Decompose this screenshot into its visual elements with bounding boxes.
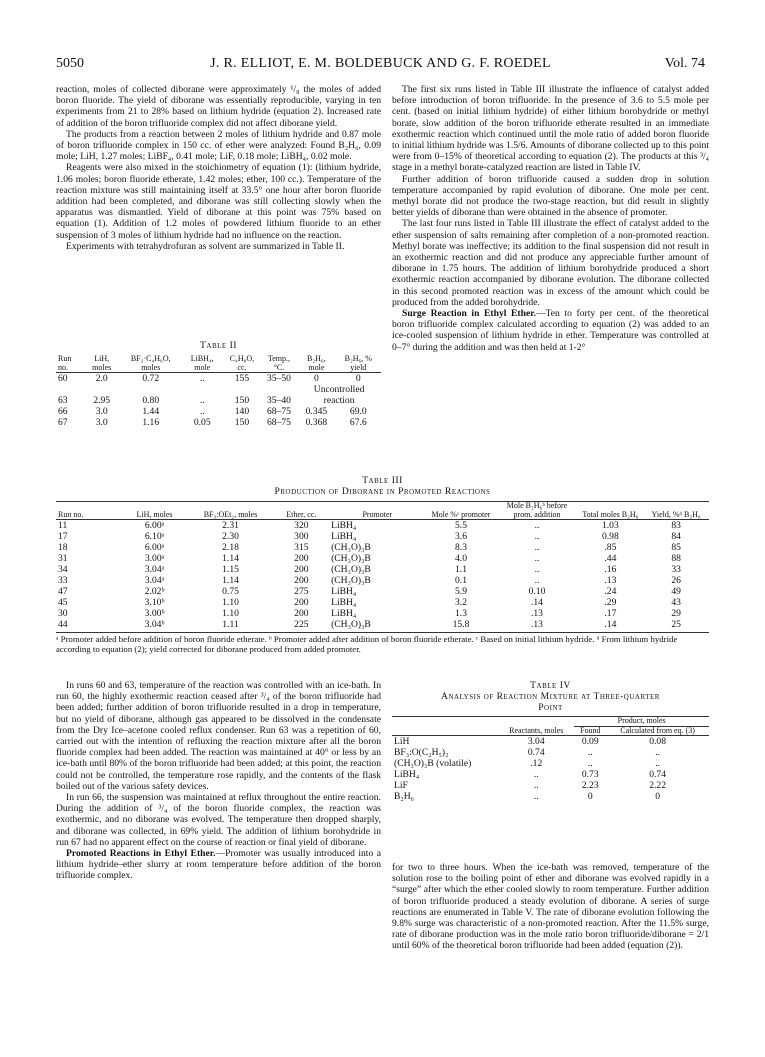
table-cell: ..	[534, 564, 540, 576]
table-cell: ..	[655, 747, 660, 759]
column-header: Promoter	[362, 509, 393, 519]
column-header: Run no.	[58, 509, 84, 519]
table-cell: .14	[530, 597, 543, 609]
table-cell: 5.9	[455, 586, 467, 598]
table-row	[392, 758, 709, 769]
table-cell: 0	[313, 373, 319, 385]
table-cell: .12	[530, 758, 543, 770]
table-cell: ..	[534, 531, 540, 543]
table-cell: 3.04	[527, 736, 545, 748]
table-cell: 0.74	[527, 747, 545, 759]
table-cell: ..	[534, 520, 540, 532]
table-cell: 0.05	[193, 417, 211, 429]
table-cell: ..	[534, 542, 540, 554]
table-cell: 69.0	[349, 406, 367, 418]
column-group-header: Product, moles	[574, 717, 709, 727]
table-cell: 300	[294, 531, 309, 543]
column-header: Temp., °C.	[267, 354, 291, 372]
table-cell: 3.04ᵃ	[144, 564, 165, 576]
volume-label: Vol. 74	[664, 56, 705, 71]
table-cell: 2.02ᵇ	[144, 586, 165, 598]
table-cell: 17	[58, 531, 68, 543]
table-cell: 2.0	[95, 373, 108, 385]
table-row	[392, 780, 709, 791]
paragraph: for two to three hours. When the ice-bath was removed, temperature of the solution rose to the boiling point of ether and diborane was evolved rapidly in a “surge” after which the ether cooled slowly to room temperature. Further addition of boron trifluoride produced a steady evolution of diborane. A series of surge reactions are enumerated in Table V. The rate of diborane evolution following the 9.8% surge was characteristic of a non-promoted reaction. After the 11.5% surge, rate of diborane production was in the mole ratio boron trifluoride/diborane = 2/1 until 60% of the theoretical boron trifluoride had been added (equation (2)).	[392, 862, 709, 952]
table-cell: 0	[355, 373, 361, 385]
table-cell: 8.3	[455, 542, 467, 554]
column-header: Total moles B₂H₆	[582, 509, 639, 519]
table-cell: 6.00ᵃ	[144, 520, 165, 532]
table-cell: 200	[294, 553, 309, 565]
table-cell: 63	[58, 395, 68, 407]
left-column-bottom	[56, 680, 381, 882]
table-iv-grid	[392, 716, 709, 802]
table-cell: (CH₃O)₃B	[331, 542, 371, 554]
column-header: BF₃:OEt₂, moles	[203, 509, 258, 519]
paragraph	[56, 848, 381, 882]
table-cell: 2.95	[93, 395, 111, 407]
right-column-top	[392, 84, 709, 353]
table-cell: 3.0	[95, 417, 108, 429]
table-cell: ..	[655, 758, 660, 770]
table-cell: 6.10ᵃ	[144, 531, 165, 543]
table-cell: .24	[604, 586, 617, 598]
table-cell: .16	[604, 564, 617, 576]
table-cell: 1.14	[222, 575, 239, 587]
paragraph-text: —Ten to forty per cent. of the theoretical boron trifluoride complex calculated according to equation (2) was added to an ice-cooled suspension of lithium hydride in ether. Temperature was controlled at 0–7° during the addition and was then held at 1-2°	[392, 308, 710, 353]
table-cell: 0	[655, 791, 660, 803]
table-cell: LiBH₄	[331, 586, 357, 598]
paragraph: reaction, moles of collected diborane were approximately ¹/₈ the moles of added boron fluoride. The yield of diborane was essentially reproducible, varying in ten experiments from 21 to 28% based on lithium hydride (equation 2). Increased rate of addition of the boron trifluoride complex did not affect diborane yield.	[56, 84, 381, 129]
table-cell: 85	[671, 542, 681, 554]
column-header: Mole %ᶜ promoter	[431, 509, 491, 519]
table-cell: (CH₃O)₃B	[331, 619, 371, 631]
paragraph: The last four runs listed in Table III illustrate the effect of catalyst added to the ether suspension of salts remaining after completion of a non-promoted reaction. Methyl borate was ineffective; its addition to the final suspension did not result in an exothermic reaction and did not produce any appreciable further amount of diborane in 1.75 hours. The addition of lithium borohydride produced a short exothermic reaction accompanied by diborane evolution. The diborane collected in this second promoted reaction was in excess of the amount which could be produced from the added borohydride.	[392, 218, 709, 308]
table-caption: Table III	[362, 475, 403, 486]
column-header: Ether, cc.	[286, 509, 317, 519]
column-header: C₄H₈O, cc.	[229, 354, 255, 372]
table-cell: 0.72	[142, 373, 160, 385]
left-column-top	[56, 84, 381, 252]
table-cell: 3.0	[95, 406, 108, 418]
table-cell: LiF	[394, 780, 408, 792]
table-cell: 33	[58, 575, 68, 587]
table-row	[392, 791, 709, 802]
table-cell: ..	[199, 406, 205, 418]
table-cell: 11	[58, 520, 68, 532]
paragraph: Further addition of boron trifluoride caused a sudden drop in solution temperature accompanied by rapid evolution of diborane. One mole per cent. methyl borate did not produce the two-stage reaction, but did result in slightly better yields of diborane than were obtained in the absence of promoter.	[392, 173, 709, 219]
table-cell: 66	[58, 406, 68, 418]
table-title: Production of Diborane in Promoted Reactions	[274, 486, 491, 497]
table-cell: 34	[58, 564, 68, 576]
table-cell: 0.1	[455, 575, 467, 587]
table-row	[56, 564, 709, 575]
column-header-blank	[498, 717, 574, 727]
table-cell: 68–75	[266, 417, 291, 429]
table-cell: 33	[671, 564, 681, 576]
table-cell: 200	[294, 597, 309, 609]
column-header: Calculated from eq. (3)	[620, 725, 695, 735]
table-row	[56, 520, 709, 532]
table-cell: 200	[294, 564, 309, 576]
table-cell: 200	[294, 575, 309, 587]
table-cell: ..	[199, 373, 205, 385]
paragraph: Reagents were also mixed in the stoichiometry of equation (1): (lithium hydride, 1.06 moles; boron fluoride etherate, 1.42 moles; ether, 100 cc.). Temperature of the reaction mixture was still maintaining itself at 33.5° one hour after boron fluoride addition had been completed, and diborane was still collecting slowly when the apparatus was dismantled. Yield of diborane at this point was 75% based on equation (1). Addition of 1.2 moles of powdered lithium fluoride to an ether suspension of 3 moles of lithium hydride had no influence on the reaction.	[56, 162, 381, 241]
table-cell: 88	[671, 553, 681, 565]
table-cell: 0.98	[601, 531, 619, 543]
table-cell: 3.00ᵇ	[144, 608, 165, 620]
table-cell: 45	[58, 597, 68, 609]
table-cell: 49	[671, 586, 681, 598]
table-cell: LiBH₄	[331, 520, 357, 532]
table-cell: .13	[530, 608, 543, 620]
column-header: LiH, moles	[92, 354, 112, 372]
table-cell: 43	[671, 597, 681, 609]
table-title: Analysis of Reaction Mixture at Three-quarter	[441, 691, 660, 702]
table-row	[56, 406, 381, 417]
table-cell: ..	[533, 780, 539, 792]
table-cell: 18	[58, 542, 68, 554]
table-row	[56, 619, 709, 630]
table-cell: 5.5	[455, 520, 467, 532]
table-row	[56, 586, 709, 597]
table-cell: 1.14	[222, 553, 239, 565]
table-cell: 31	[58, 553, 68, 565]
table-cell: 1.11	[222, 619, 239, 631]
table-footnotes: ᵃ Promoter added before addition of boron fluoride etherate. ᵇ Promoter added after addition of boron fluoride etherate. ᶜ Based on initial lithium hydride. ᵈ From lithium hydride according to equation (2); yield corrected for diborane produced from added promoter.	[56, 632, 709, 654]
column-header: BF₃·C₄H₈O, moles	[130, 354, 171, 372]
table-cell: ..	[533, 769, 539, 781]
table-cell: 150	[234, 395, 250, 407]
table-cell: 0.80	[142, 395, 160, 407]
table-cell: 200	[294, 608, 309, 620]
table-cell: 1.10	[222, 608, 239, 620]
table-cell: 0.08	[649, 736, 666, 748]
table-cell: ..	[587, 747, 593, 759]
column-header: Found	[580, 725, 601, 735]
table-cell: 25	[671, 619, 681, 631]
table-cell: 2.18	[222, 542, 239, 554]
table-cell: 68–75	[266, 406, 291, 418]
author-line: J. R. ELLIOT, E. M. BOLDEBUCK AND G. F. ROEDEL	[210, 56, 551, 71]
table-iii	[56, 475, 709, 654]
table-cell: 3.6	[455, 531, 467, 543]
table-cell: 2.31	[222, 520, 239, 532]
table-cell: LiBH₄	[331, 531, 357, 543]
table-iii-grid	[56, 501, 709, 630]
table-cell: 155	[234, 373, 250, 385]
table-cell: 6.00ᵃ	[144, 542, 165, 554]
table-cell: 15.8	[452, 619, 470, 631]
table-caption: Table IV	[530, 680, 571, 691]
table-row	[56, 384, 381, 406]
table-cell: .13	[604, 575, 617, 587]
paragraph: In run 66, the suspension was maintained at reflux throughout the entire reaction. During the addition of ³/₄ of the boron fluoride complex, the reaction was exothermic, and no diborane was evolved. The temperature then dropped sharply, and diborane was collected, in 69% yield. The addition of lithium borohydride in run 67 had no apparent effect on the course of reaction or final yield of diborane.	[56, 792, 381, 848]
table-cell: 3.2	[455, 597, 467, 609]
table-cell: 35–40	[266, 395, 291, 407]
table-cell: 1.16	[142, 417, 160, 429]
table-cell: 47	[58, 586, 68, 598]
table-cell: 2.30	[222, 531, 239, 543]
table-cell: 67.6	[349, 417, 367, 429]
table-row	[392, 769, 709, 780]
table-cell: 1.15	[222, 564, 239, 576]
table-cell: (CH₃O)₃B	[331, 564, 371, 576]
table-cell: 0.345	[305, 406, 328, 418]
table-caption: Table II	[200, 340, 237, 351]
column-header: Mole B₂H₆ᵇ before prom. addition	[506, 501, 568, 519]
right-column-bottom	[392, 862, 709, 952]
table-row	[56, 531, 709, 542]
column-header: LiBH₄, mole	[190, 354, 214, 372]
table-cell: 140	[234, 406, 250, 418]
table-cell: LiBH₄	[331, 608, 357, 620]
table-cell: .14	[604, 619, 617, 631]
section-heading: Surge Reaction in Ethyl Ether.	[402, 308, 536, 320]
table-cell: .29	[604, 597, 617, 609]
table-cell: Uncontrolled reaction	[313, 384, 365, 407]
table-row	[56, 597, 709, 608]
table-cell: 315	[294, 542, 309, 554]
table-cell: 0.74	[649, 769, 666, 781]
table-cell: 320	[294, 520, 309, 532]
table-cell: 0.368	[305, 417, 328, 429]
table-cell: (CH₃O)₃B	[331, 575, 371, 587]
table-row	[392, 736, 709, 748]
table-cell: 3.00ᵃ	[144, 553, 165, 565]
table-cell: 1.3	[455, 608, 467, 620]
table-cell: 30	[58, 608, 68, 620]
table-cell: ..	[534, 553, 540, 565]
paragraph	[392, 308, 709, 353]
table-cell: 225	[294, 619, 309, 631]
table-cell: 60	[58, 373, 68, 385]
paragraph: In runs 60 and 63, temperature of the reaction was controlled with an ice-bath. In run 60, the highly exothermic reaction ceased after ³/₄ of the boron trifluoride had been added; further addition of boron trifluoride resulted in a drop in temperature, but no yield of diborane, although gas appeared to be dissolved in the condensate from the Dry Ice–acetone cooled reflux condenser. Run 63 was a repetition of 60, carried out with the intention of refluxing the reaction mixture after all the boron fluoride complex had been added. The reaction was maintained at 40° or less by an ice-bath until 80% of the boron trifluoride had been added; at this point, the reaction could not be controlled, the temperature rose rapidly, and the contents of the flask boiled out of the various safety devices.	[56, 680, 381, 792]
table-cell: LiBH₄	[331, 597, 357, 609]
table-cell: 67	[58, 417, 68, 429]
table-row	[56, 553, 709, 564]
table-cell: 1.1	[455, 564, 467, 576]
column-header	[392, 726, 498, 736]
paragraph: Experiments with tetrahydrofuran as solvent are summarized in Table II.	[66, 240, 345, 252]
table-row	[56, 608, 709, 619]
table-row	[392, 747, 709, 758]
table-cell: ..	[533, 791, 539, 803]
table-cell: 83	[671, 520, 681, 532]
table-row	[56, 417, 381, 428]
table-row	[56, 542, 709, 553]
column-header: Reactants, moles	[509, 725, 564, 735]
table-cell: 2.22	[649, 780, 666, 792]
table-cell: ..	[587, 758, 593, 770]
running-header	[56, 56, 705, 74]
table-ii-grid	[56, 355, 381, 428]
page-number: 5050	[56, 56, 84, 71]
table-iv	[392, 680, 709, 802]
table-cell: 0.09	[581, 736, 599, 748]
table-cell: 44	[58, 619, 68, 631]
table-cell: 275	[294, 586, 309, 598]
column-header: B₂H₆, % yield	[344, 354, 372, 372]
table-cell: 150	[234, 417, 250, 429]
table-ii	[56, 340, 381, 428]
column-header: Run no.	[58, 354, 72, 372]
table-row	[56, 575, 709, 586]
table-cell: 0	[587, 791, 593, 803]
table-cell: .17	[604, 608, 617, 620]
table-cell: 3.10ᵇ	[144, 597, 165, 609]
column-header: LiH, moles	[136, 509, 173, 519]
column-header: Yield, %ᵈ B₂H₆	[651, 509, 701, 519]
table-cell: (CH₃O)₃B (volatile)	[394, 758, 472, 770]
paragraph-text: —Promoter was usually introduced into a lithium hydride–ether slurry at room temperature before addition of the boron trifluoride complex.	[56, 848, 381, 882]
table-cell: 2.23	[581, 780, 599, 792]
table-cell: 0.10	[528, 586, 546, 598]
table-cell: LiBH₄	[394, 769, 420, 781]
column-header: B₂H₆, mole	[307, 354, 326, 372]
table-cell: .44	[604, 553, 617, 565]
table-cell: .13	[530, 619, 543, 631]
table-cell: 3.04ᵇ	[144, 619, 165, 631]
table-cell: 0.75	[222, 586, 239, 598]
table-cell: ..	[534, 575, 540, 587]
paragraph: The first six runs listed in Table III illustrate the influence of catalyst added before introduction of boron trifluoride. In the presence of 3.6 to 5.5 mole per cent. (based on initial lithium hydride) of either lithium borohydride or methyl borate, slow addition of the boron trifluoride etherate resulted in an immediate exothermic reaction which continued until the mole ratio of added boron fluoride to initial lithium hydride was 1.5/6. Amounts of diborane collected up to this point were from 0–15% of theoretical according to equation (2). The products at this ³/₄ stage in a methyl borate-catalyzed reaction are listed in Table IV.	[392, 84, 709, 174]
table-title: Point	[538, 702, 563, 713]
table-cell: B₂H₆	[394, 791, 415, 803]
table-cell: 29	[671, 608, 681, 620]
paragraph: The products from a reaction between 2 moles of lithium hydride and 0.87 mole of boron trifluoride complex in 150 cc. of ether were analyzed: Found B₂H₆, 0.09 mole; LiH, 1.27 moles; LiBF₄, 0.41 mole; LiF, 0.18 mole; LiBH₄, 0.02 mole.	[56, 128, 381, 163]
table-cell: 4.0	[455, 553, 467, 565]
table-cell: 1.10	[222, 597, 239, 609]
table-cell: 3.04ᵃ	[144, 575, 165, 587]
table-cell: 26	[671, 575, 681, 587]
table-cell: BF₃:O(C₂H₅)₂	[394, 747, 449, 759]
table-cell: 1.44	[142, 406, 160, 418]
table-cell: 1.03	[601, 520, 619, 532]
table-cell: ..	[199, 395, 205, 407]
table-cell: 0.73	[581, 769, 599, 781]
table-cell: LiH	[394, 736, 410, 748]
table-cell: (CH₃O)₃B	[331, 553, 371, 565]
table-row	[56, 373, 381, 385]
column-header-blank	[392, 717, 498, 727]
table-cell: .85	[604, 542, 617, 554]
table-cell: 84	[671, 531, 681, 543]
section-heading: Promoted Reactions in Ethyl Ether.	[66, 848, 216, 860]
table-cell: 35–50	[266, 373, 291, 385]
